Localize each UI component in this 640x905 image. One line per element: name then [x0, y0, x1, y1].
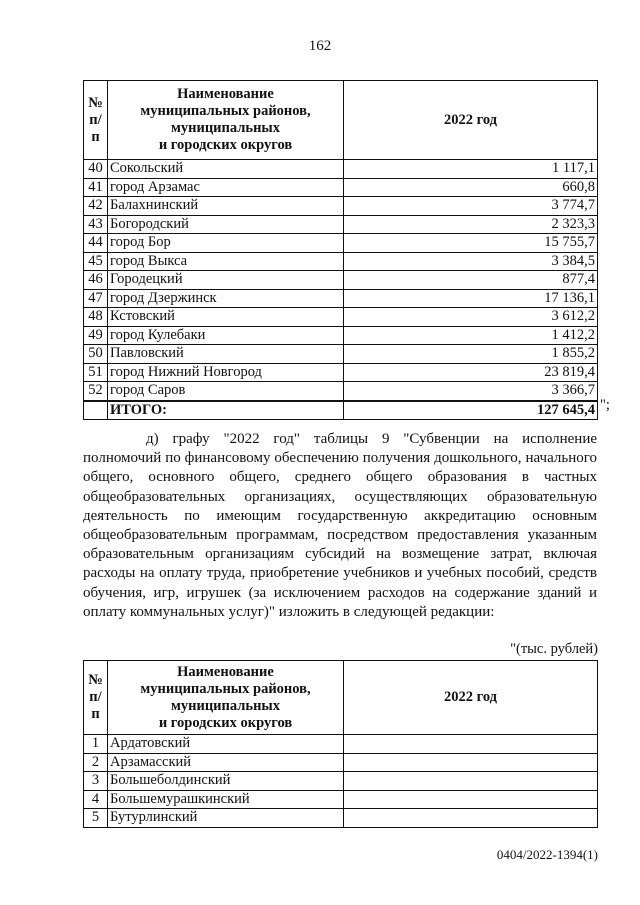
table-row [84, 234, 598, 253]
header-year: 2022 год [344, 81, 598, 160]
table-row [84, 753, 598, 772]
header-name-line: Наименование [177, 86, 274, 102]
row-number: 52 [84, 382, 108, 401]
municipality-name: Сокольский [108, 160, 344, 179]
amount: 3 774,7 [344, 197, 598, 216]
municipality-name: город Выкса [108, 252, 344, 271]
amount: 2 323,3 [344, 215, 598, 234]
table-row [84, 790, 598, 809]
table-header-row [84, 81, 598, 160]
amendment-paragraph [83, 430, 597, 622]
subsidy-table-continued [83, 80, 598, 420]
row-number: 3 [84, 772, 108, 791]
amount: 3 366,7 [344, 382, 598, 401]
amount: 1 412,2 [344, 326, 598, 345]
amount: 1 117,1 [344, 160, 598, 179]
municipality-name: Павловский [108, 345, 344, 364]
table-row [84, 809, 598, 828]
total-label: ИТОГО: [108, 401, 344, 420]
row-number: 45 [84, 252, 108, 271]
row-number: 51 [84, 363, 108, 382]
table-row [84, 382, 598, 401]
amount [344, 790, 598, 809]
amount: 1 855,2 [344, 345, 598, 364]
unit-note: "(тыс. рублей) [510, 641, 598, 657]
table-header-row [84, 661, 598, 735]
municipality-name: Большеболдинский [108, 772, 344, 791]
row-number: 50 [84, 345, 108, 364]
amount [344, 735, 598, 754]
header-name-line: Наименование [177, 663, 274, 680]
table-row [84, 289, 598, 308]
amount [344, 753, 598, 772]
row-number: 49 [84, 326, 108, 345]
closing-quote: "; [600, 397, 610, 413]
amount [344, 809, 598, 828]
row-number: 47 [84, 289, 108, 308]
row-number: 48 [84, 308, 108, 327]
table-row [84, 363, 598, 382]
document-code: 0404/2022-1394(1) [496, 847, 598, 862]
table-row [84, 271, 598, 290]
amendment-text: д) графу "2022 год" таблицы 9 "Субвенции на исполнение полномочий по финансовому обеспечению получения дошкольного, начального общего, основного общего, среднего общего образования в частных общеобразовательных организациях, осуществляющих образовательную деятельность по имеющим государственную аккредитацию основным общеобразовательным программам, посредством предоставления указанным образовательным организациям субсидий на возмещение затрат, включая расходы на оплату труда, приобретение учебников и учебных пособий, средств обучения, игр, игрушек (за исключением расходов на содержание зданий и оплату коммунальных услуг)" изложить в следующей редакции: [83, 431, 597, 620]
header-name-line: муниципальных районов, [140, 103, 311, 119]
municipality-name: Бутурлинский [108, 809, 344, 828]
table-row [84, 345, 598, 364]
table-9-new-edition [83, 660, 598, 828]
header-name [108, 661, 344, 735]
amount: 15 755,7 [344, 234, 598, 253]
table-row [84, 215, 598, 234]
row-number: 41 [84, 178, 108, 197]
amount: 3 612,2 [344, 308, 598, 327]
row-number: 5 [84, 809, 108, 828]
amount: 23 819,4 [344, 363, 598, 382]
header-name-line: и городских округов [158, 714, 293, 731]
municipality-name: город Нижний Новгород [108, 363, 344, 382]
municipality-name: Городецкий [108, 271, 344, 290]
header-name-line: муниципальных [170, 697, 280, 714]
municipality-name: Балахнинский [108, 197, 344, 216]
municipality-name: город Кулебаки [108, 326, 344, 345]
municipality-name: Кстовский [108, 308, 344, 327]
row-number: 40 [84, 160, 108, 179]
municipality-name: Богородский [108, 215, 344, 234]
municipality-name: город Бор [108, 234, 344, 253]
table-row [84, 735, 598, 754]
row-number: 1 [84, 735, 108, 754]
table-row [84, 160, 598, 179]
table-row [84, 772, 598, 791]
municipality-name: город Саров [108, 382, 344, 401]
header-name [108, 81, 344, 160]
table-row [84, 252, 598, 271]
amount [344, 772, 598, 791]
header-name-line: и городских округов [158, 137, 293, 153]
header-num: № п/п [84, 661, 108, 735]
header-name-line: муниципальных районов, [140, 680, 311, 697]
table-row [84, 326, 598, 345]
header-year: 2022 год [344, 661, 598, 735]
amount: 660,8 [344, 178, 598, 197]
table-row [84, 197, 598, 216]
municipality-name: Большемурашкинский [108, 790, 344, 809]
row-number: 42 [84, 197, 108, 216]
row-number: 4 [84, 790, 108, 809]
total-row [84, 401, 598, 420]
page-number: 162 [308, 38, 332, 54]
row-number: 2 [84, 753, 108, 772]
municipality-name: город Дзержинск [108, 289, 344, 308]
total-num-cell [84, 401, 108, 420]
municipality-name: Арзамасский [108, 753, 344, 772]
amount: 17 136,1 [344, 289, 598, 308]
header-num: № п/п [84, 81, 108, 160]
amount: 3 384,5 [344, 252, 598, 271]
total-value: 127 645,4 [344, 401, 598, 420]
amount: 877,4 [344, 271, 598, 290]
header-name-line: муниципальных [170, 120, 280, 136]
row-number: 46 [84, 271, 108, 290]
row-number: 43 [84, 215, 108, 234]
row-number: 44 [84, 234, 108, 253]
table-row [84, 178, 598, 197]
municipality-name: город Арзамас [108, 178, 344, 197]
table-row [84, 308, 598, 327]
municipality-name: Ардатовский [108, 735, 344, 754]
